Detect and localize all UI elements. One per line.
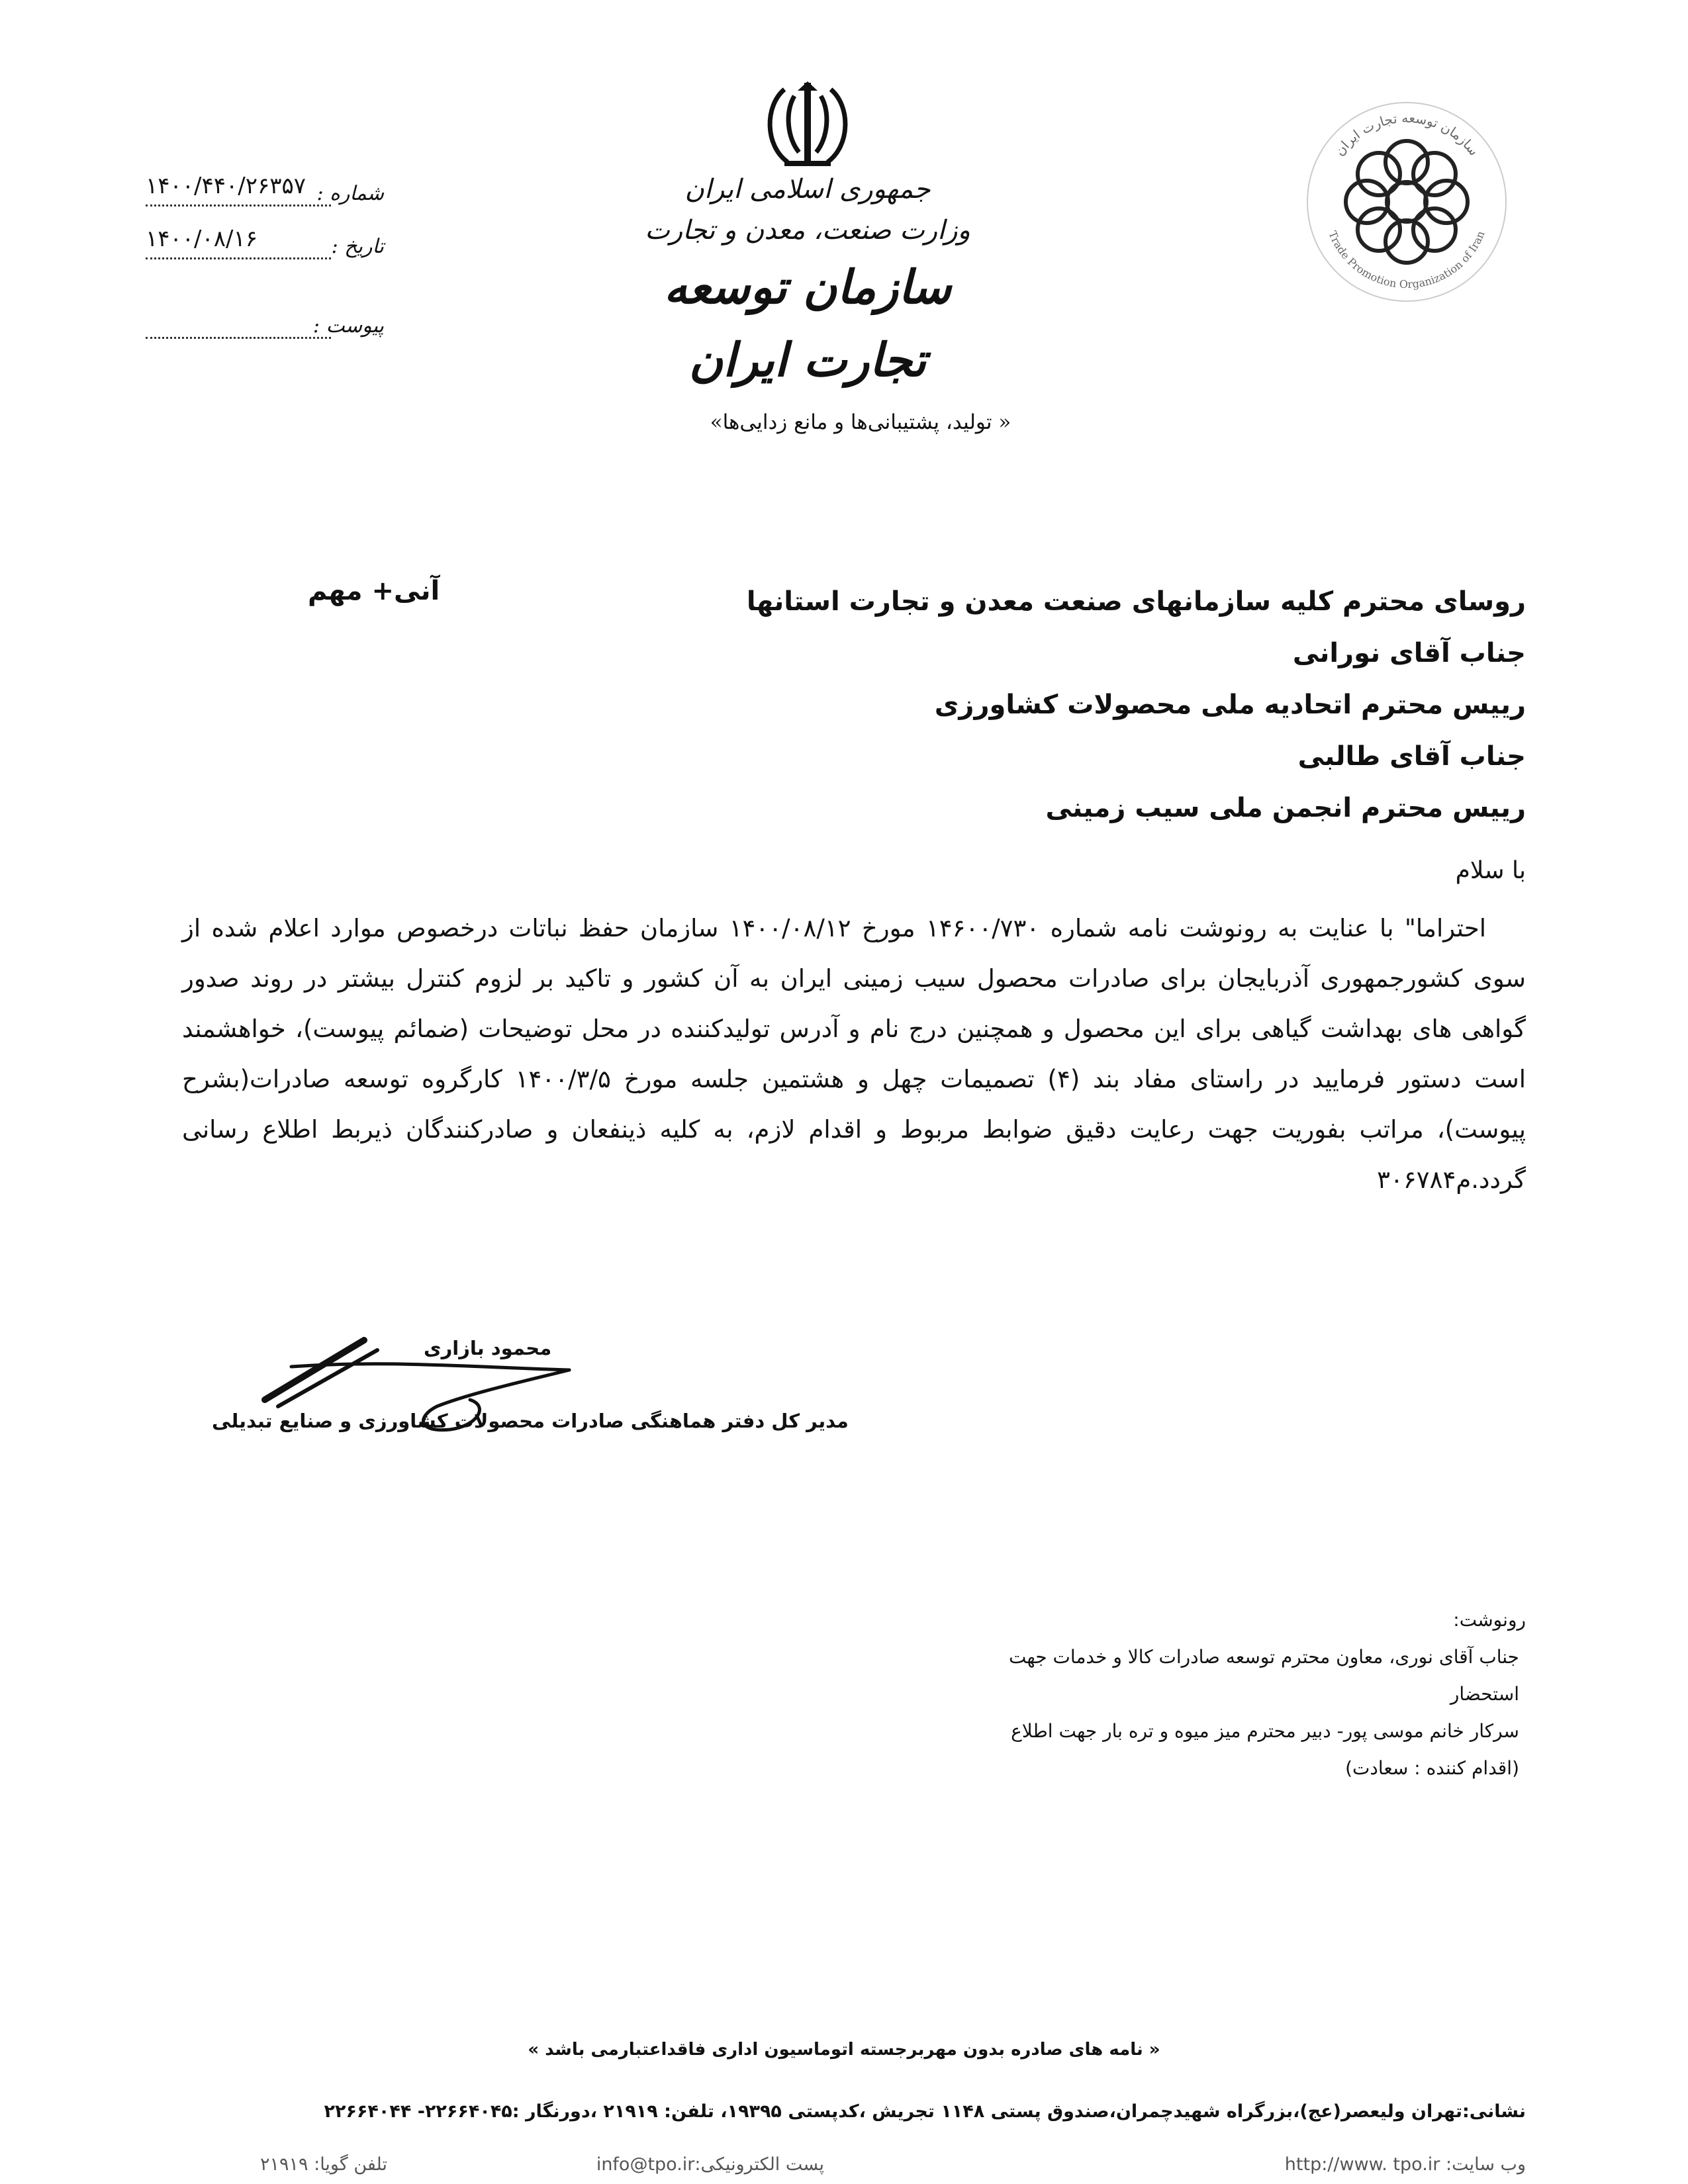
footer-website[interactable]: وب سایت: http://www. tpo.ir bbox=[1284, 2154, 1526, 2175]
letter-number-row bbox=[146, 173, 384, 222]
copy-line: استحضار bbox=[1450, 1683, 1519, 1705]
footer-address: نشانی:تهران ولیعصر(عج)،بزرگراه شهیدچمران،صندوق پستی ۱۱۴۸ تجریش ،کدپستی ۱۹۳۹۵، تلفن: ۲۱۹۱۹ ،دورنگار :۲۲۶۶۴۰۴۵- ۲۲۶۶۴۰۴۴ bbox=[324, 2101, 1526, 2122]
copies-heading: رونوشت: bbox=[1453, 1609, 1526, 1631]
recipient-line: رییس محترم اتحادیه ملی محصولات کشاورزی bbox=[934, 690, 1526, 720]
copy-line: سرکار خانم موسی پور- دبیر محترم میز میوه و تره بار جهت اطلاع bbox=[1011, 1720, 1519, 1742]
footer-phone: تلفن گویا: ۲۱۹۱۹ bbox=[260, 2154, 387, 2175]
recipient-line: رییس محترم انجمن ملی سیب زمینی bbox=[1045, 793, 1526, 823]
slogan: « تولید، پشتیبانی‌ها و مانع زدایی‌ها» bbox=[710, 410, 1011, 434]
greeting: با سلام bbox=[1455, 857, 1526, 884]
copies-block bbox=[864, 1602, 1526, 1787]
attachment-label: پیوست : bbox=[312, 314, 384, 338]
tpo-logo-icon bbox=[1297, 93, 1516, 311]
copy-line: (اقدام کننده : سعادت) bbox=[1345, 1757, 1519, 1779]
date-label: تاریخ : bbox=[331, 235, 384, 258]
number-value: ۱۴۰۰/۴۴۰/۲۶۳۵۷ bbox=[146, 173, 306, 199]
letter-body: احتراما" با عنایت به رونوشت نامه شماره ۱۴۶۰۰/۷۳۰ مورخ ۱۴۰۰/۰۸/۱۲ سازمان حفظ نباتات درخصوص موارد اعلام شده از سوی کشورجمهوری آذربایجان برای صادرات محصول سیب زمینی ایران به آن کشور و تاکید بر لزوم کنترل بیشتر در روند صدور گواهی های بهداشت گیاهی برای این محصول و همچنین درج نام و آدرس تولیدکننده در محل توضیحات (ضمائم پیوست)، خواهشمند است دستور فرمایید در راستای مفاد بند (۴) تصمیمات چهل و هشتمین جلسه مورخ ۱۴۰۰/۳/۵ کارگروه توسعه صادرات(بشرح پیوست)، مراتب بفوریت جهت رعایت دقیق ضوابط مربوط و اقدام لازم، به کلیه ذینفعان و صادرکنندگان ذیربط اطلاع رسانی گردد.م۳۰۶۷۸۴ bbox=[182, 914, 1526, 1194]
recipient-line: روسای محترم کلیه سازمانهای صنعت معدن و تجارت استانها bbox=[746, 586, 1526, 617]
urgency-label: آنی+ مهم bbox=[308, 576, 440, 606]
ministry-name: وزارت صنعت، معدن و تجارت bbox=[645, 215, 970, 246]
footer-contact bbox=[136, 2154, 1526, 2181]
footer-email[interactable]: پست الکترونیکی:info@tpo.ir bbox=[596, 2154, 824, 2175]
attachment-row bbox=[146, 314, 384, 354]
footer-notice: « نامه های صادره بدون مهربرجسته اتوماسیون اداری فاقداعتبارمی باشد » bbox=[528, 2040, 1160, 2060]
number-label: شماره : bbox=[316, 182, 384, 205]
attachment-dots bbox=[146, 337, 331, 339]
logo-ring-bottom: Trade Promotion Organization of Iran bbox=[1326, 229, 1487, 291]
logo-ring-top: سازمان توسعه تجارت ایران bbox=[1331, 109, 1482, 159]
signatory-title: مدیر کل دفتر هماهنگی صادرات محصولات کشاورزی و صنایع تبدیلی bbox=[212, 1410, 849, 1432]
organization-name: سازمان توسعه تجارت ایران bbox=[664, 259, 951, 387]
letter-date-row bbox=[146, 226, 384, 275]
iran-emblem-icon bbox=[758, 76, 857, 175]
recipient-line: جناب آقای نورانی bbox=[1292, 638, 1526, 668]
svg-text:Trade Promotion Organization o bbox=[1326, 229, 1487, 291]
copy-line: جناب آقای نوری، معاون محترم توسعه صادرات کالا و خدمات جهت bbox=[1008, 1646, 1519, 1668]
date-value: ۱۴۰۰/۰۸/۱۶ bbox=[146, 226, 258, 252]
recipient-line: جناب آقای طالبی bbox=[1297, 741, 1526, 772]
signatory-name: محمود بازاری bbox=[424, 1337, 552, 1359]
ministry-header bbox=[635, 169, 980, 396]
number-dots bbox=[146, 205, 331, 206]
republic-name: جمهوری اسلامی ایران bbox=[684, 174, 931, 205]
recipients-block bbox=[467, 576, 1526, 834]
date-dots bbox=[146, 257, 331, 259]
